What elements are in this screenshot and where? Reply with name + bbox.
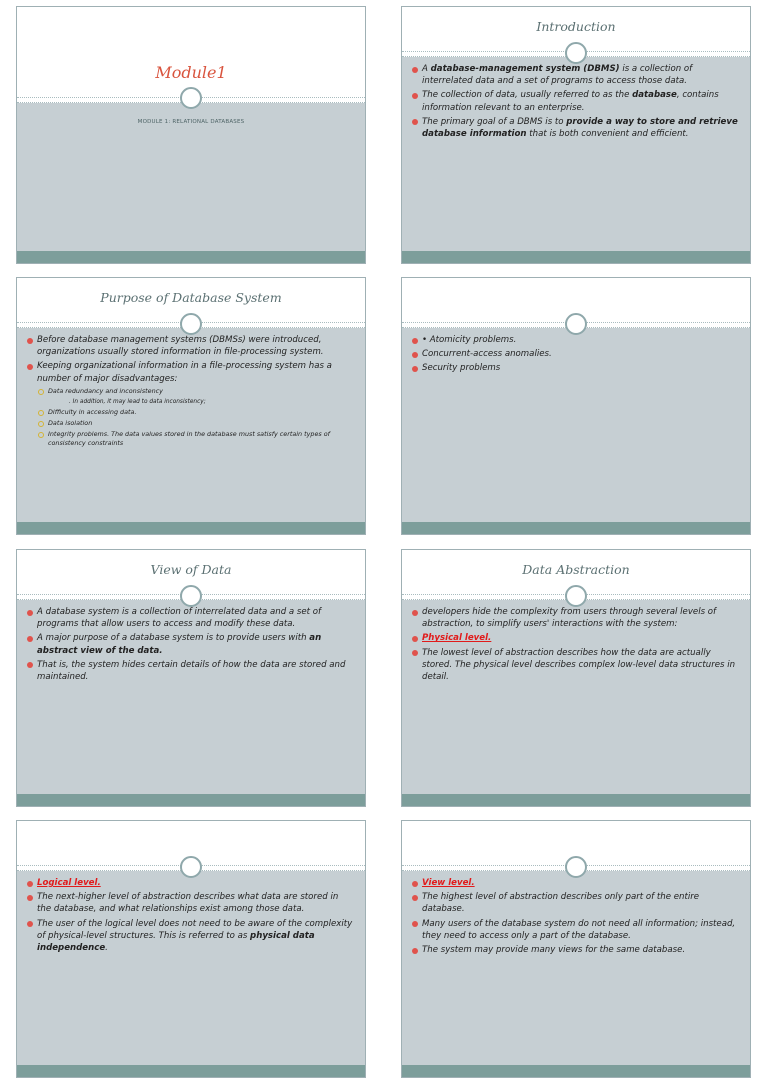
bullet-item: The highest level of abstraction describes only part of the entire database. [412, 891, 738, 915]
bullet-item: Keeping organizational information in a file-processing system has a number of major disadvantages: [27, 360, 353, 384]
slide-purpose-of-database-system [16, 277, 366, 535]
sub-bullet-item: Difficulty in accessing data. [27, 408, 353, 417]
bullet-item: developers hide the complexity from users through several levels of abstraction, to simplify users' interactions with the system: [412, 606, 738, 630]
sub-bullet-item: Integrity problems. The data values stored in the database must satisfy certain types of consistency constraints [27, 430, 353, 448]
sub-sub-item: . In addition, it may lead to data inconsistency; [69, 398, 206, 405]
slide-problems-continued [401, 277, 751, 535]
slide-view-of-data [16, 549, 366, 807]
bullet-item: That is, the system hides certain details of how the data are stored and maintained. [27, 659, 353, 683]
bullet-item: The next-higher level of abstraction describes what data are stored in the database, and what relationships exist among those data. [27, 891, 353, 915]
bullet-item: Many users of the database system do not need all information; instead, they need to access only a part of the database. [412, 918, 738, 942]
slide-data-abstraction [401, 549, 751, 807]
bullet-item: The user of the logical level does not need to be aware of the complexity of physical-level structures. This is referred to as physical data independence. [27, 918, 353, 955]
bullet-item: A database system is a collection of interrelated data and a set of programs that allow users to access and modify these data. [27, 606, 353, 630]
circle-ornament-icon [180, 585, 202, 607]
bullet-item: Physical level. [412, 632, 738, 644]
bullet-item: The system may provide many views for the same database. [412, 944, 738, 956]
slide-introduction [401, 6, 751, 264]
circle-ornament-icon [565, 585, 587, 607]
slide-view-level [401, 820, 751, 1078]
slide-title: Data Abstraction [522, 562, 630, 577]
circle-ornament-icon [180, 856, 202, 878]
circle-ornament-icon [180, 313, 202, 335]
circle-ornament-icon [565, 313, 587, 335]
slide-logical-level [16, 820, 366, 1078]
slide-title: Purpose of Database System [100, 290, 282, 305]
bullet-item: The collection of data, usually referred to as the database, contains information relevant to an enterprise. [412, 89, 738, 113]
slide-subtitle: MODULE 1: RELATIONAL DATABASES [137, 119, 245, 125]
circle-ornament-icon [565, 856, 587, 878]
bullet-item: A database-management system (DBMS) is a collection of interrelated data and a set of programs to access those data. [412, 63, 738, 87]
bullet-item: • Atomicity problems. [412, 334, 738, 346]
bullet-item: View level. [412, 877, 738, 889]
bullet-item: Logical level. [27, 877, 353, 889]
bullet-item: A major purpose of a database system is to provide users with an abstract view of the data. [27, 632, 353, 656]
bullet-item: Before database management systems (DBMSs) were introduced, organizations usually stored information in file-processing system. [27, 334, 353, 358]
circle-ornament-icon [180, 87, 202, 109]
slide-module1 [16, 6, 366, 264]
slide-title: View of Data [150, 562, 232, 577]
bullet-item: Concurrent-access anomalies. [412, 348, 738, 360]
bullet-item: The lowest level of abstraction describes how the data are actually stored. The physical level describes complex low-level data structures in detail. [412, 647, 738, 684]
slide-title: Module1 [155, 63, 227, 82]
sub-bullet-item: Data isolation [27, 419, 353, 428]
circle-ornament-icon [565, 42, 587, 64]
bullet-item: The primary goal of a DBMS is to provide a way to store and retrieve database information that is both convenient and efficient. [412, 116, 738, 140]
sub-bullet-item: Data redundancy and inconsistency [27, 387, 353, 396]
bullet-item: Security problems [412, 362, 738, 374]
slide-title: Introduction [536, 19, 616, 34]
